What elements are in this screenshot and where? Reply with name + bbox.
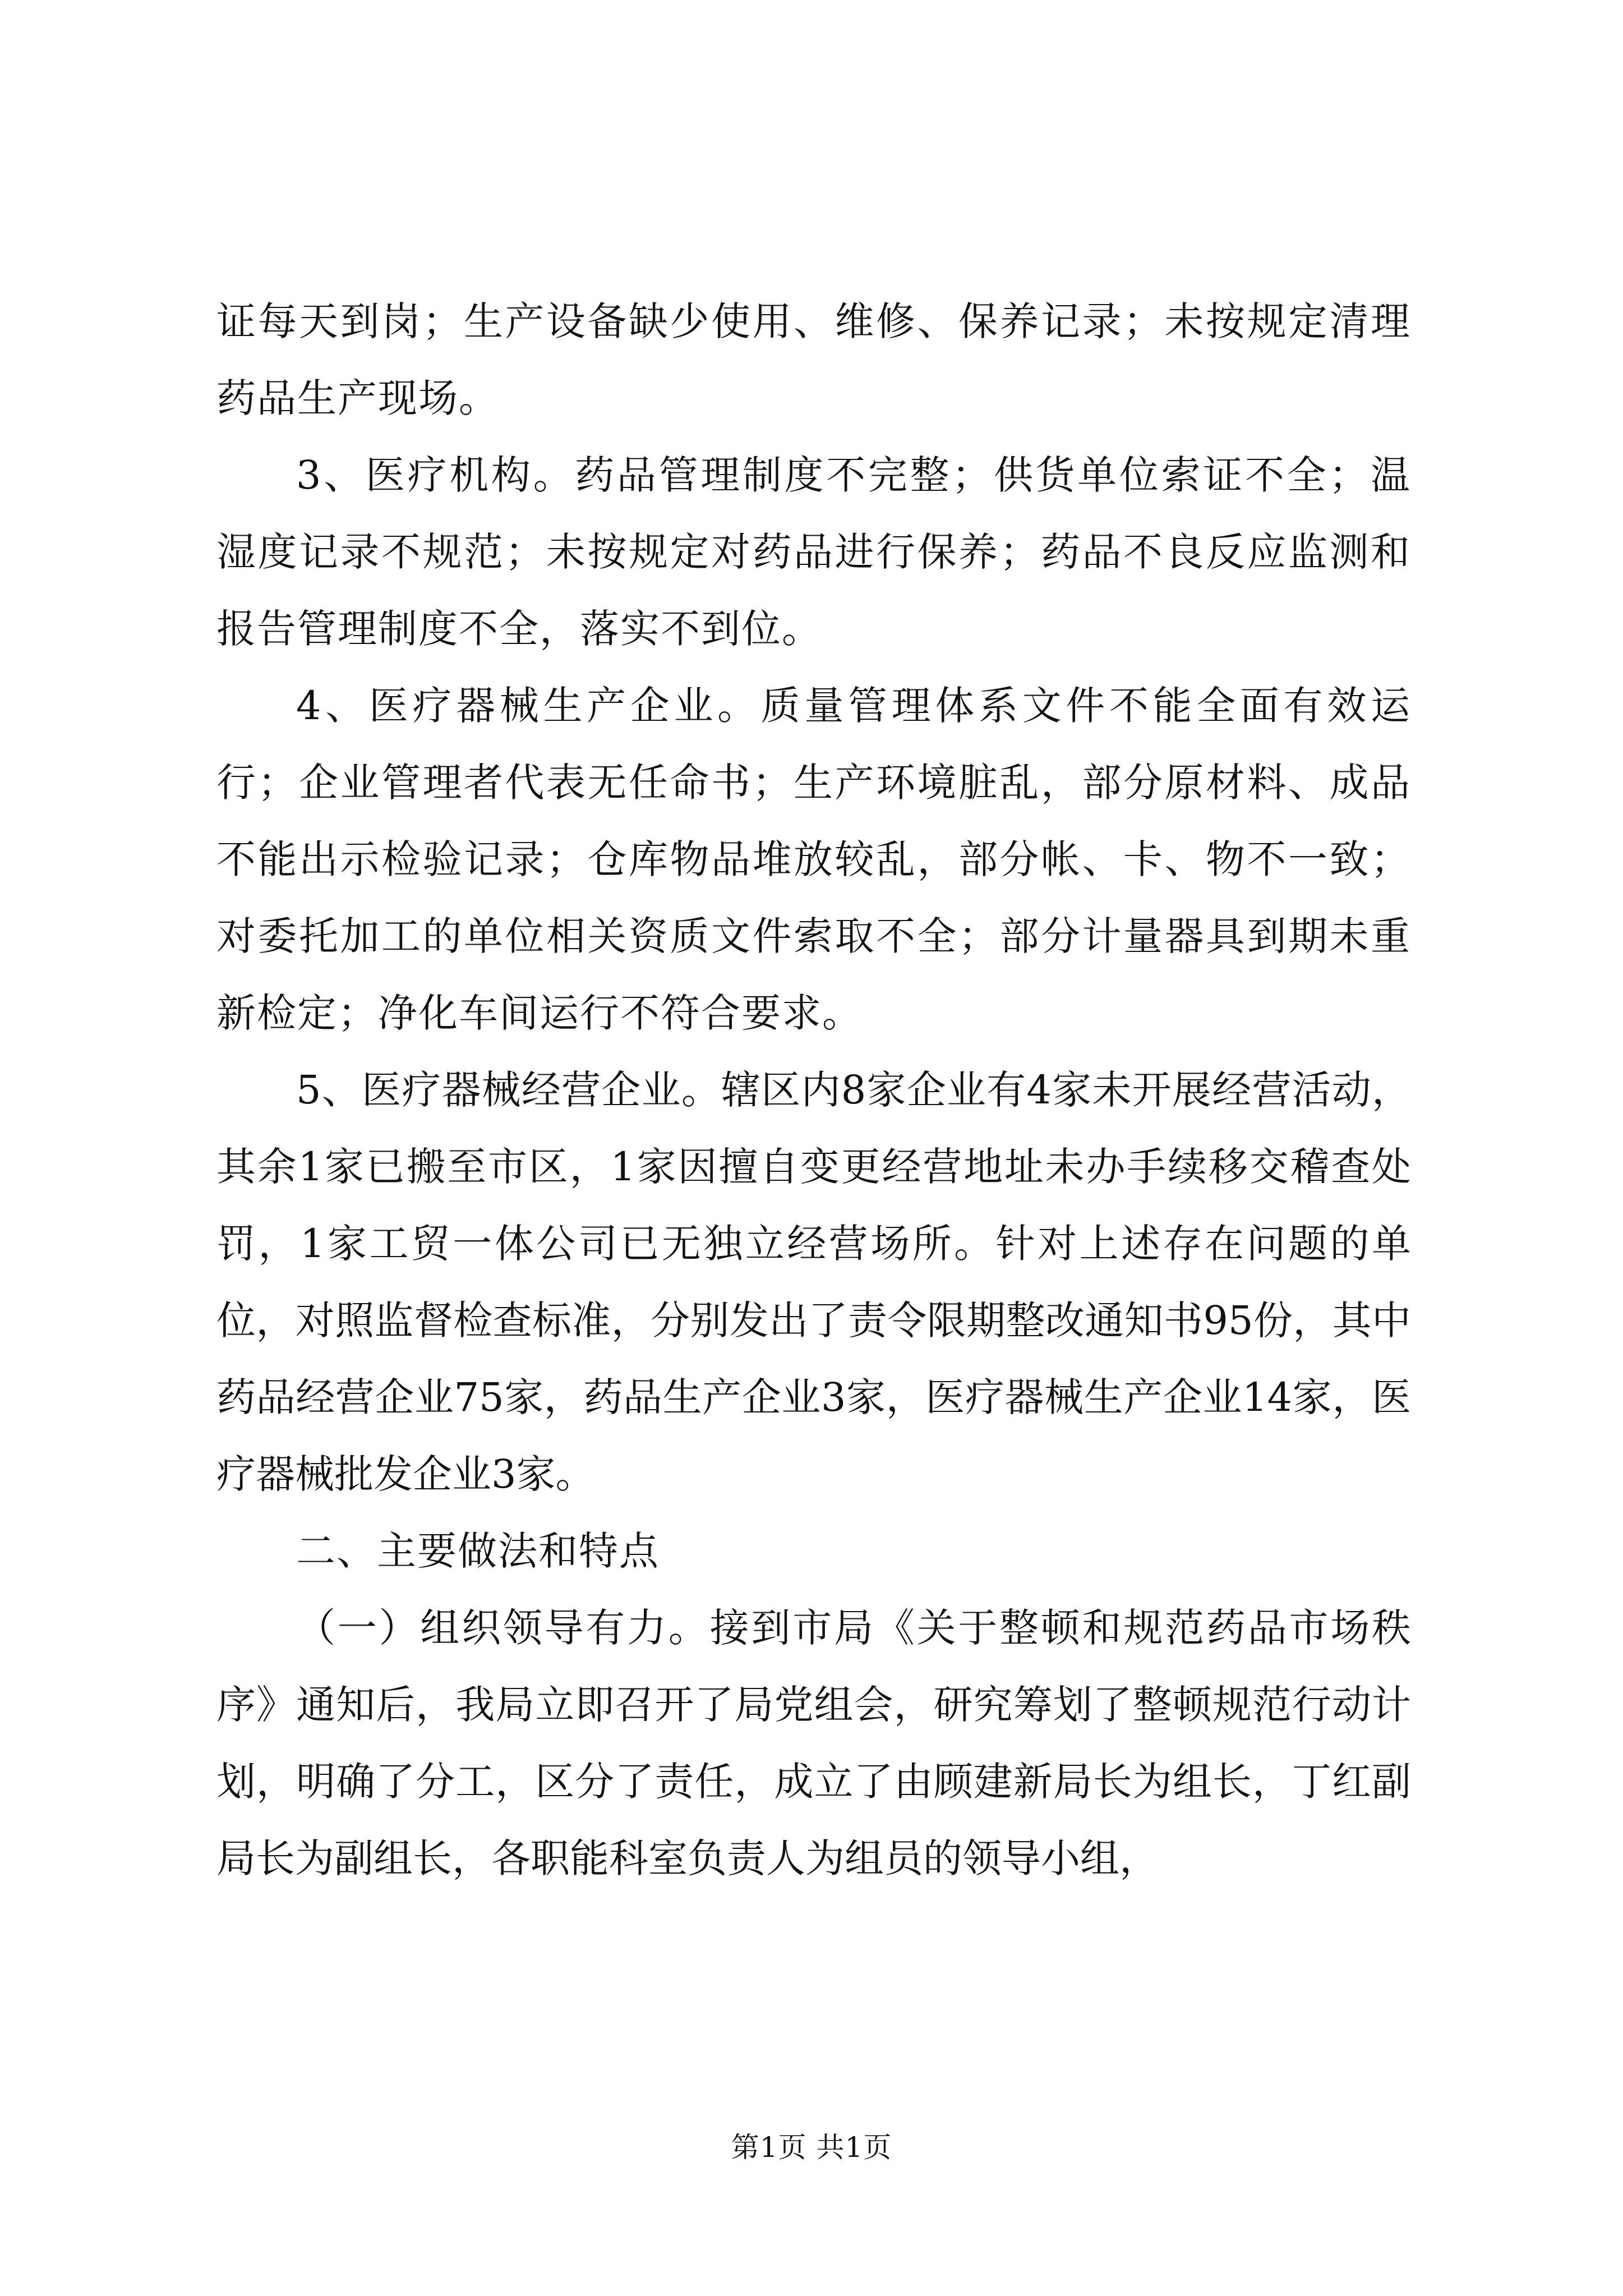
paragraph-device-distributors: 5、医疗器械经营企业。辖区内8家企业有4家未开展经营活动，其余1家已搬至市区，1家因擅自变更经营地址未办手续移交稽查处罚，1家工贸一体公司已无独立经营场所。针对上述存在问题的单位，对照监督检查标准，分别发出了责令限期整改通知书95份，其中药品经营企业75家，药品生产企业3家，医疗器械生产企业14家，医疗器械批发企业3家。 [216,1067,1411,1497]
paragraph-device-manufacturers: 4、医疗器械生产企业。质量管理体系文件不能全面有效运行；企业管理者代表无任命书；生产环境脏乱，部分原材料、成品不能出示检验记录；仓库物品堆放较乱，部分帐、卡、物不一致；对委托加工的单位相关资质文件索取不全；部分计量器具到期未重新检定；净化车间运行不符合要求。 [216,683,1411,1036]
paragraph-medical-institutions: 3、医疗机构。药品管理制度不完整；供货单位索证不全；温湿度记录不规范；未按规定对药品进行保养；药品不良反应监测和报告管理制度不全，落实不到位。 [216,452,1411,652]
document-body [216,283,1411,1897]
paragraph-continuation: 证每天到岗；生产设备缺少使用、维修、保养记录；未按规定清理药品生产现场。 [216,298,1411,421]
page-footer: 第1页 共1页 [731,2131,892,2164]
section-heading-main-practices: 二、主要做法和特点 [296,1528,660,1574]
paragraph-organization-leadership: （一）组织领导有力。接到市局《关于整顿和规范药品市场秩序》通知后，我局立即召开了局党组会，研究筹划了整顿规范行动计划，明确了分工，区分了责任，成立了由顾建新局长为组长，丁红副局长为副组长，各职能科室负责人为组员的领导小组， [216,1605,1411,1881]
